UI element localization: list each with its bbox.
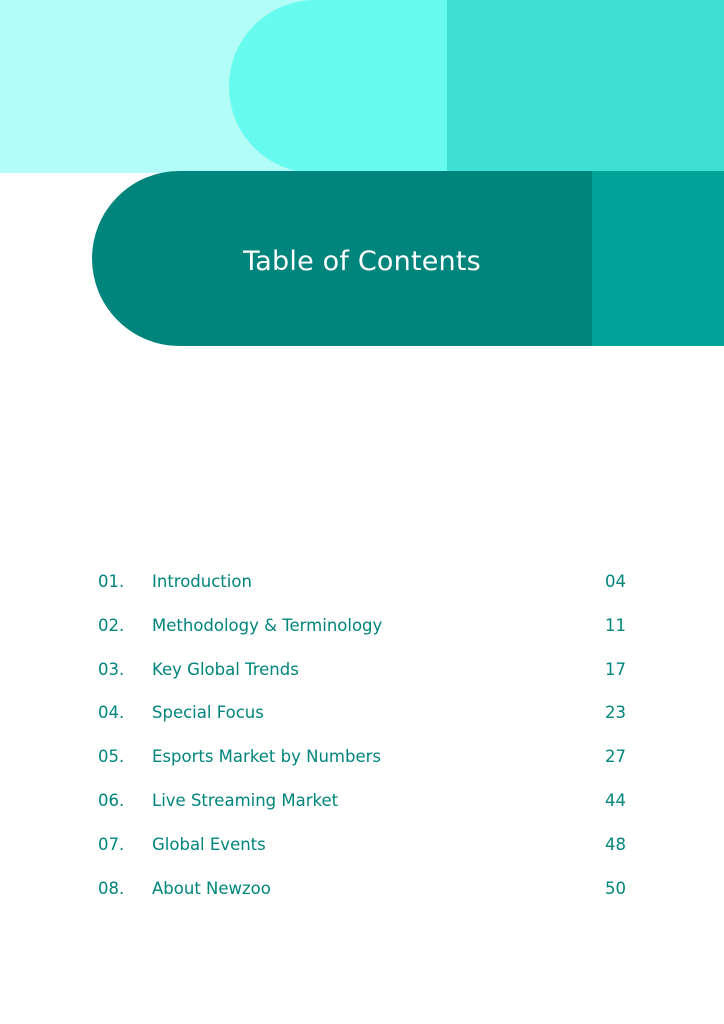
toc-entry-number: 05. — [98, 747, 125, 767]
title-banner-block — [592, 171, 724, 346]
toc-entry-page: 50 — [605, 878, 626, 898]
toc-entry-key-global-trends[interactable] — [98, 656, 626, 700]
toc-entry-introduction[interactable] — [98, 568, 626, 612]
toc-entry-label: Key Global Trends — [152, 659, 299, 679]
toc-entry-page: 48 — [605, 834, 626, 854]
toc-entry-label: Live Streaming Market — [152, 790, 339, 810]
toc-entry-number: 02. — [98, 615, 125, 635]
table-of-contents — [98, 568, 626, 918]
toc-entry-label: Esports Market by Numbers — [152, 747, 382, 767]
toc-entry-label: Global Events — [152, 834, 266, 854]
toc-entry-page: 17 — [605, 659, 626, 679]
toc-entry-label: Methodology & Terminology — [152, 615, 383, 635]
toc-entry-label: About Newzoo — [152, 878, 271, 898]
toc-entry-label: Introduction — [152, 572, 252, 591]
toc-entry-number: 01. — [98, 572, 125, 591]
header-turquoise-block — [447, 0, 724, 173]
toc-entry-special-focus[interactable] — [98, 699, 626, 743]
toc-entry-label: Special Focus — [152, 703, 264, 723]
toc-entry-live-streaming[interactable] — [98, 787, 626, 831]
toc-entry-page: 11 — [605, 615, 626, 635]
toc-entry-page: 04 — [605, 572, 626, 591]
toc-entry-number: 03. — [98, 659, 125, 679]
toc-entry-page: 44 — [605, 790, 626, 810]
toc-entry-global-events[interactable] — [98, 831, 626, 875]
toc-entry-page: 23 — [605, 703, 626, 723]
toc-entry-esports-market[interactable] — [98, 743, 626, 787]
toc-entry-number: 08. — [98, 878, 125, 898]
toc-entry-about-newzoo[interactable] — [98, 875, 626, 919]
page-title: Table of Contents — [243, 246, 481, 277]
toc-entry-number: 07. — [98, 834, 125, 854]
toc-entry-number: 04. — [98, 703, 125, 723]
toc-entry-methodology[interactable] — [98, 612, 626, 656]
toc-entry-page: 27 — [605, 747, 626, 767]
toc-entry-number: 06. — [98, 790, 125, 810]
